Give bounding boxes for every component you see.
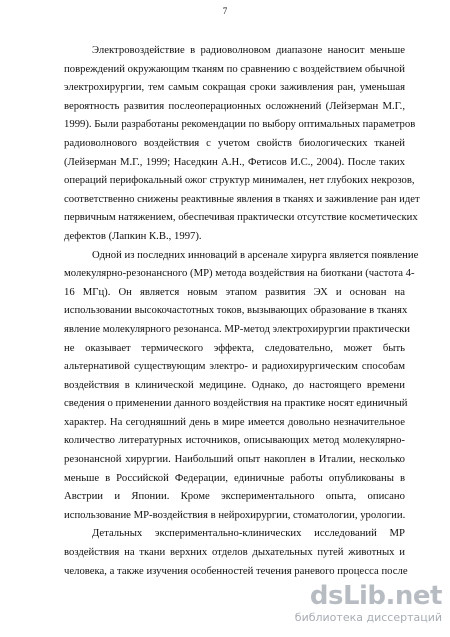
text-line: альтернативой существующим электро- и радиохирургическим способам — [64, 360, 405, 373]
text-line: явление молекулярного резонанса. МР-метод электрохирургии практически — [64, 322, 411, 335]
text-line: Электровоздействие в радиоволновом диапазоне наносит меньше — [92, 44, 405, 56]
text-line: молекулярно-резонансного (МР) метода воздействия на биоткани (частота 4- — [64, 267, 415, 280]
text-line: электрохирургии, тем самым сокращая сроки заживления ран, уменьшая — [64, 81, 405, 94]
text-line: человека, а также изучения особенностей течения раневого процесса после — [64, 564, 408, 577]
text-line: резонансной хирургии. Наибольший опыт накоплен в Италии, несколько — [64, 453, 405, 466]
text-line: повреждений окружающим тканям по сравнению с воздействием обычной — [64, 62, 405, 75]
text-line: количество литературных источников, описывающих метод молекулярно- — [64, 434, 405, 447]
watermark-logo: dsLib.net — [309, 581, 442, 611]
text-line: соответственно снижены реактивные явления в тканях и заживление ран идет — [64, 192, 420, 205]
text-line: воздействия в клинической медицине. Однако, до настоящего времени — [64, 378, 405, 391]
paragraph-1 — [64, 41, 420, 246]
text-line: радиоволнового воздействия с учетом свойств биологических тканей — [64, 136, 405, 149]
text-line: Одной из последних инноваций в арсенале хирурга является появление — [92, 248, 419, 261]
text-line: Австрии и Японии. Кроме экспериментального опыта, описано — [64, 490, 405, 503]
text-line: использование МР-воздействия в нейрохирургии, стоматологии, урологии. — [64, 508, 406, 521]
paragraph-2 — [64, 246, 419, 525]
text-line: 1999). Были разработаны рекомендации по выбору оптимальных параметров — [64, 118, 416, 131]
text-line: характер. На сегодняшний день в мире имеется довольно незначительное — [64, 415, 405, 428]
watermark-caption: библиотека диссертаций — [294, 611, 442, 624]
text-line: использовании высокочастотных токов, вызывающих образование в тканях — [64, 304, 408, 317]
text-line: операций перифокальный ожог структур минимален, нет глубоких некрозов, — [64, 174, 415, 187]
watermark — [292, 581, 442, 633]
text-line: дефектов (Лапкин К.В., 1997). — [64, 229, 202, 242]
text-line: воздействия на ткани верхних отделов дыхательных путей животных и — [64, 546, 405, 559]
text-line: (Лейзерман М.Г., 1999; Наседкин А.Н., Фетисов И.С., 2004). После таких — [64, 155, 405, 168]
text-line: сведения о применении данного воздействия на практике носят единичный — [64, 397, 408, 410]
text-line: Детальных экспериментально-клинических исследований МР — [92, 527, 405, 540]
text-line: первичным натяжением, обеспечивая практически отсутствие косметических — [64, 211, 418, 224]
text-line: меньше в Российской Федерации, единичные работы опубликованы в — [64, 471, 405, 484]
page-number: 7 — [222, 6, 228, 16]
text-line: вероятность развития послеоперационных осложнений (Лейзерман М.Г., — [64, 99, 405, 112]
text-line: не оказывает термического эффекта, следовательно, может быть — [64, 341, 405, 354]
text-line: 16 МГц). Он является новым этапом развития ЭХ и основан на — [64, 285, 405, 298]
